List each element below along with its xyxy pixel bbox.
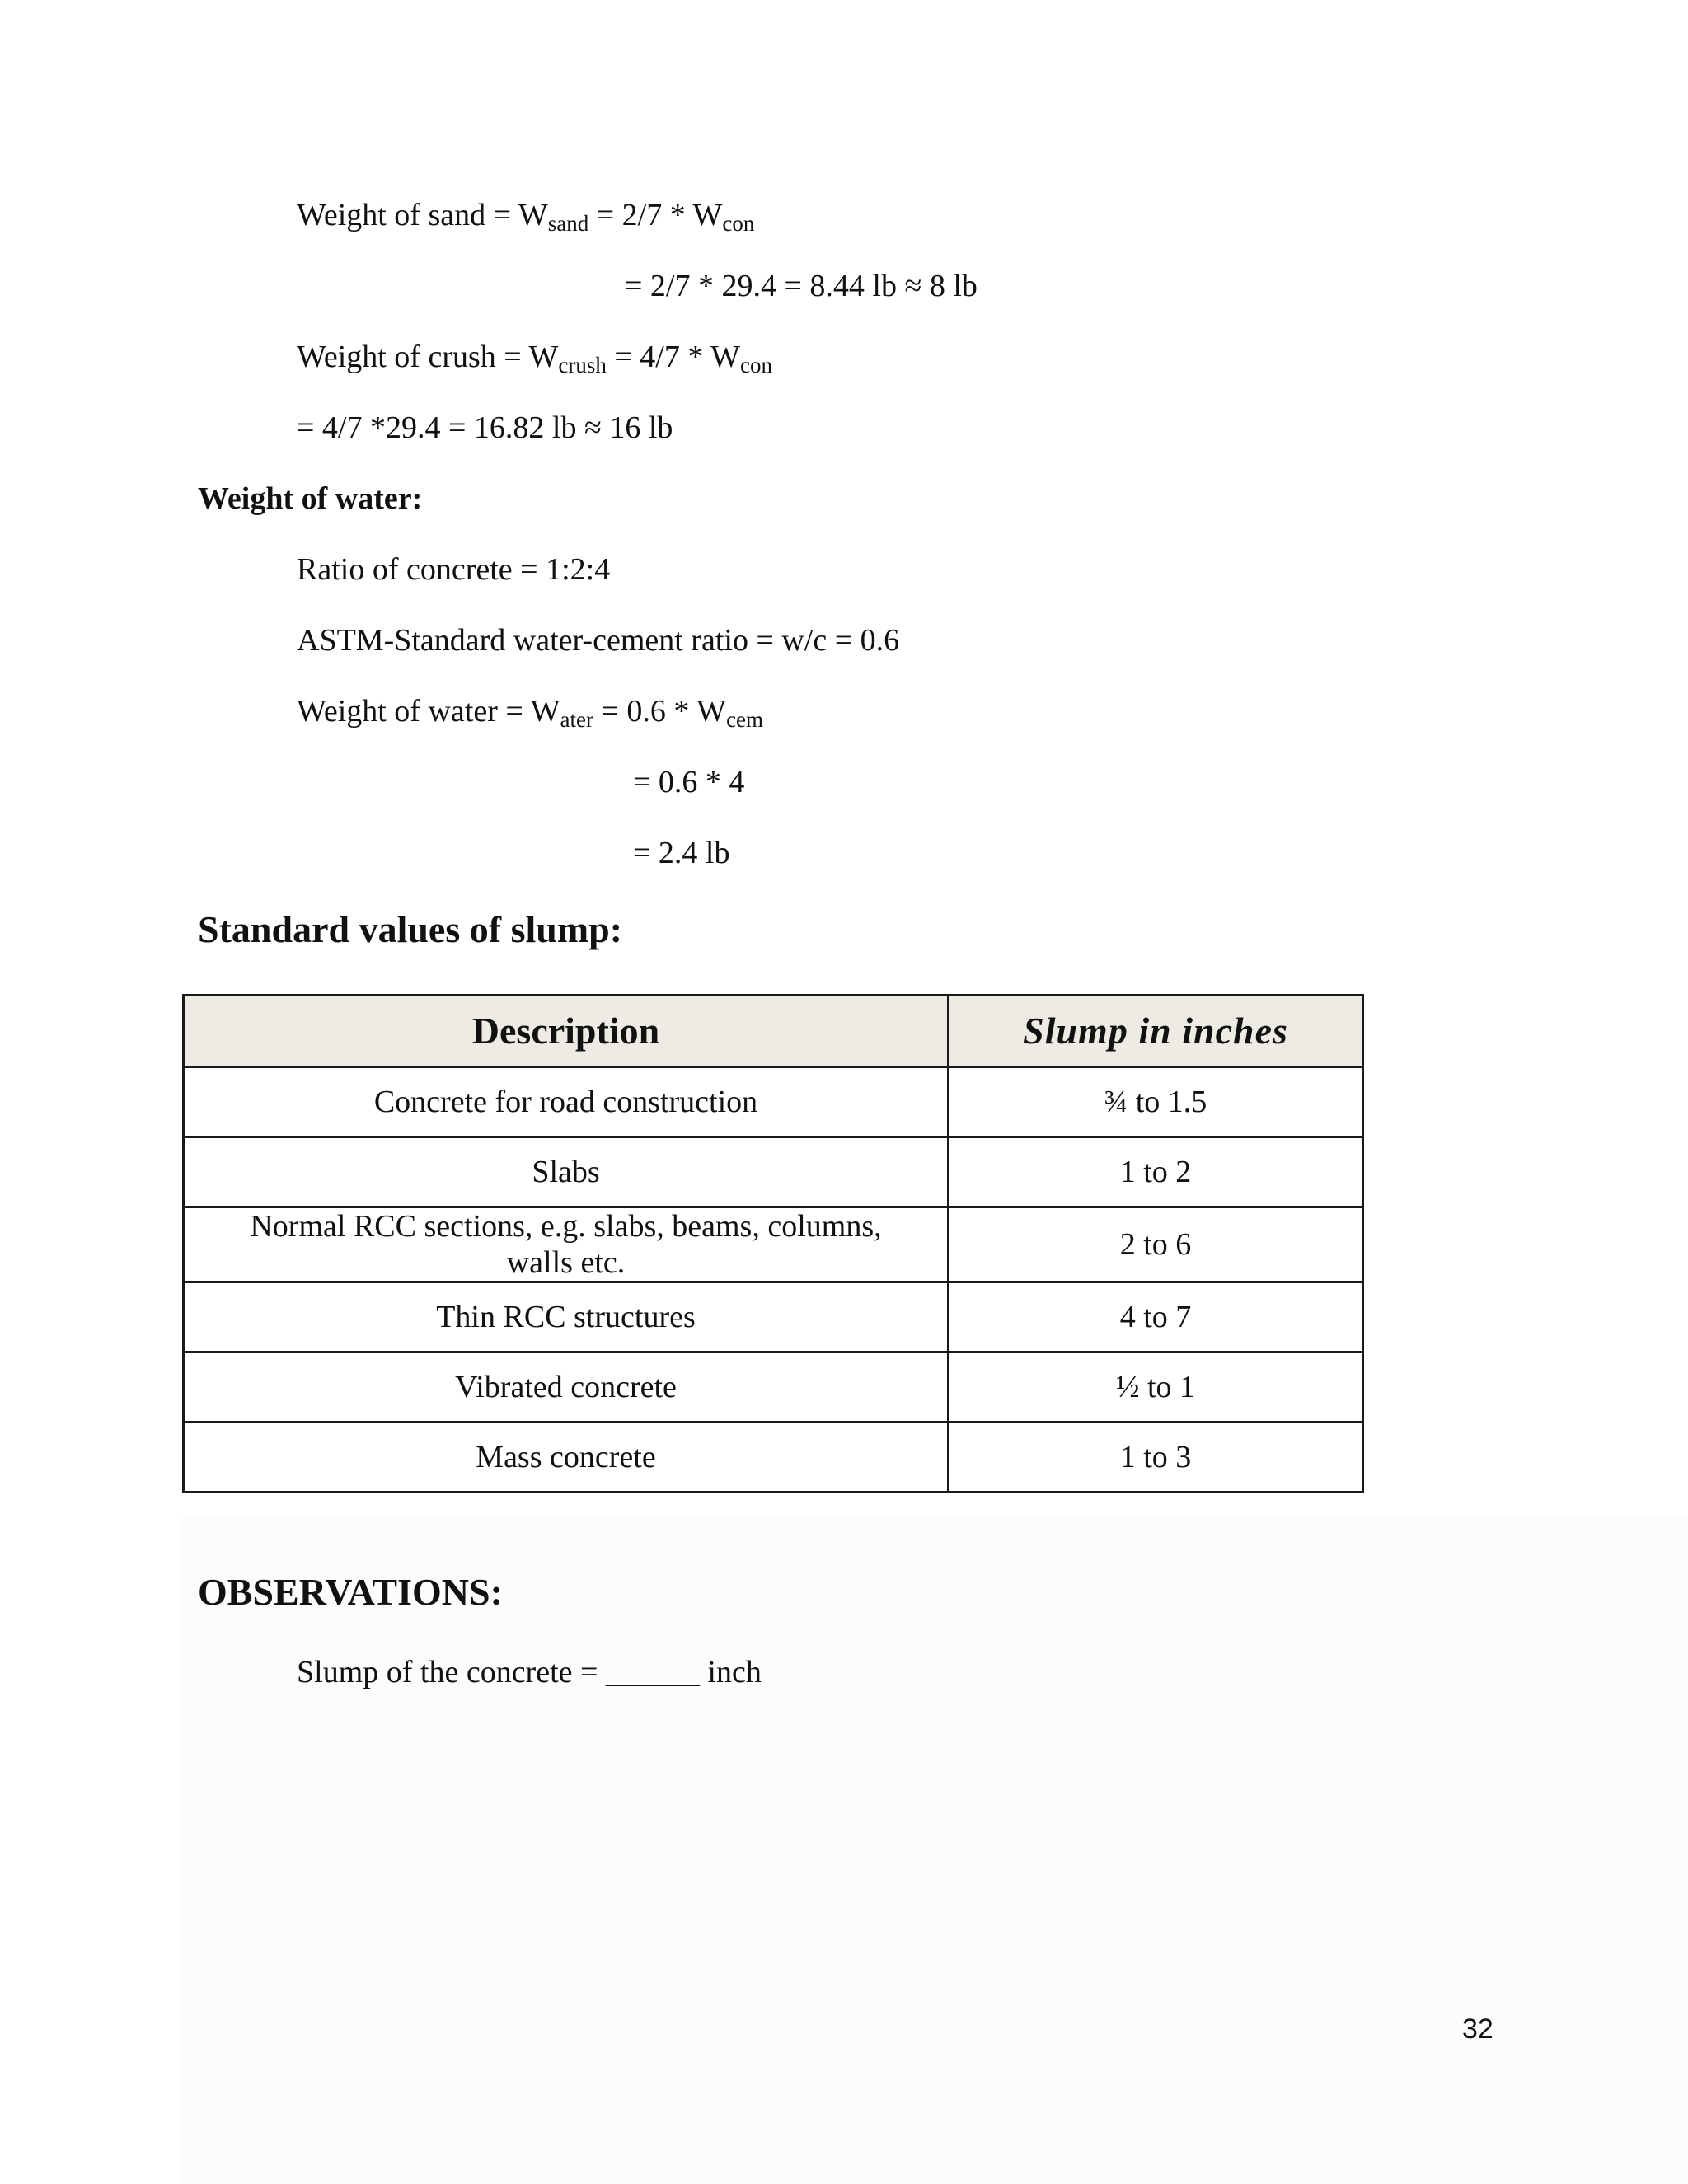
row-description: Concrete for road construction <box>184 1067 949 1137</box>
row-slump: ½ to 1 <box>949 1352 1363 1422</box>
water-step-1: = 0.6 * 4 <box>633 765 745 799</box>
concrete-ratio: Ratio of concrete = 1:2:4 <box>297 552 611 587</box>
row-description-line-1: Normal RCC sections, e.g. slabs, beams, columns, <box>250 1209 882 1244</box>
row-slump: 2 to 6 <box>949 1207 1363 1282</box>
sand-con-subscript: con <box>722 211 755 236</box>
crush-con-subscript: con <box>740 353 773 377</box>
crush-multiplier: = 4/7 * W <box>606 340 741 374</box>
water-multiplier: = 0.6 * W <box>593 694 727 729</box>
sand-weight-result: = 2/7 * 29.4 = 8.44 lb ≈ 8 lb <box>625 269 978 303</box>
row-description: Mass concrete <box>184 1422 949 1493</box>
row-slump: 1 to 3 <box>949 1422 1363 1493</box>
row-description: Vibrated concrete <box>184 1352 949 1422</box>
water-weight-formula <box>297 692 763 730</box>
sand-label: Weight of sand = W <box>297 198 548 232</box>
water-heading: Weight of water: <box>198 481 423 516</box>
header-slump: Slump in inches <box>949 996 1363 1067</box>
row-description-line-2: walls etc. <box>506 1245 626 1280</box>
row-slump: 4 to 7 <box>949 1282 1363 1352</box>
slump-table <box>182 994 1364 1493</box>
crush-label: Weight of crush = W <box>297 340 559 374</box>
header-description: Description <box>184 996 949 1067</box>
page-number: 32 <box>1462 2013 1493 2045</box>
row-description: Thin RCC structures <box>184 1282 949 1352</box>
slump-heading: Standard values of slump: <box>198 908 623 950</box>
water-subscript: ater <box>560 707 593 732</box>
sand-multiplier: = 2/7 * W <box>588 198 723 232</box>
water-step-2: = 2.4 lb <box>633 836 730 870</box>
table-row <box>184 1352 1363 1422</box>
row-slump: 1 to 2 <box>949 1137 1363 1207</box>
row-description: Slabs <box>184 1137 949 1207</box>
table-row <box>184 1207 1363 1282</box>
observations-heading: OBSERVATIONS: <box>198 1571 503 1613</box>
row-slump: ¾ to 1.5 <box>949 1067 1363 1137</box>
water-label: Weight of water = W <box>297 694 560 729</box>
sand-subscript: sand <box>547 211 589 236</box>
crush-subscript: crush <box>558 353 607 377</box>
crush-weight-formula <box>297 338 772 376</box>
table-row <box>184 1282 1363 1352</box>
water-cem-subscript: cem <box>726 707 764 732</box>
observed-slump-line: Slump of the concrete = ______ inch <box>297 1655 762 1690</box>
table-row <box>184 1422 1363 1493</box>
slump-table-header <box>184 996 1363 1067</box>
table-row <box>184 1137 1363 1207</box>
table-row <box>184 1067 1363 1137</box>
row-description <box>184 1207 949 1282</box>
crush-weight-result: = 4/7 *29.4 = 16.82 lb ≈ 16 lb <box>297 410 673 445</box>
astm-wc-ratio: ASTM-Standard water-cement ratio = w/c = 0.6 <box>297 623 900 658</box>
sand-weight-formula <box>297 196 754 234</box>
page-background-shade <box>180 1516 1688 2184</box>
